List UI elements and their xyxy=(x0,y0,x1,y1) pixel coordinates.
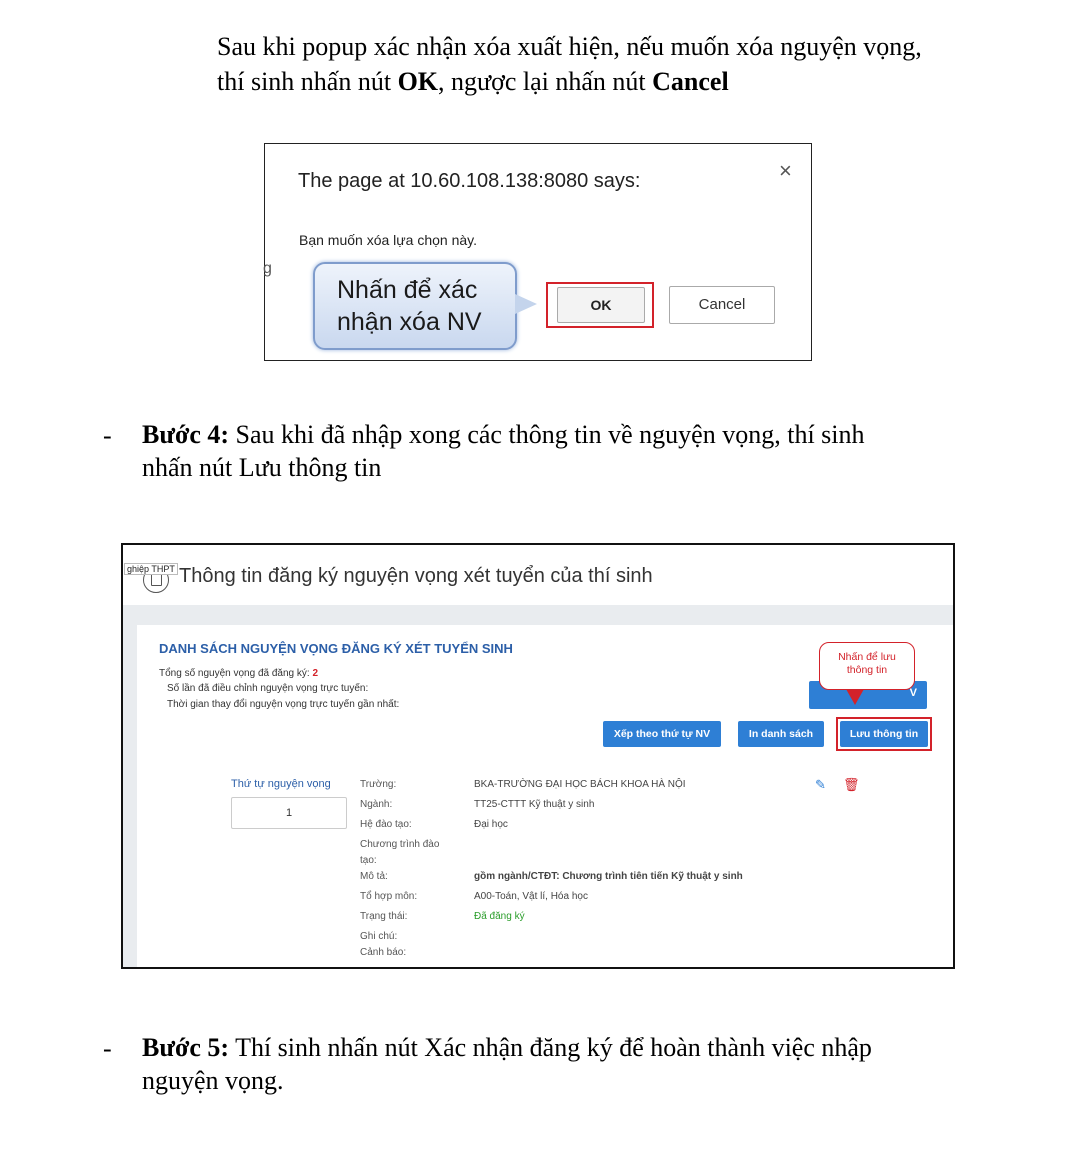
delete-icon[interactable]: 🗑 xyxy=(843,777,860,792)
description-value: gồm ngành/CTĐT: Chương trình tiên tiến Kỹ thuật y sinh xyxy=(474,871,743,882)
step5-text: Thí sinh nhấn nút Xác nhận đăng ký để hoàn thành việc nhập xyxy=(229,1033,872,1062)
step4-text: Sau khi đã nhập xong các thông tin về nguyện vọng, thí sinh xyxy=(229,420,865,449)
callout-text xyxy=(337,274,482,338)
hidden-button-tail: V xyxy=(909,687,917,699)
program-label-cont: tạo: xyxy=(360,855,377,866)
program-label: Chương trình đào xyxy=(360,839,440,850)
callout-line-2: nhận xóa NV xyxy=(337,308,482,336)
breadcrumb-tag: ghiệp THPT xyxy=(124,563,178,575)
major-value: TT25-CTTT Kỹ thuật y sinh xyxy=(474,799,595,810)
print-list-button[interactable]: In danh sách xyxy=(738,721,824,747)
status-value: Đã đăng ký xyxy=(474,911,525,922)
sort-button[interactable]: Xếp theo thứ tự NV xyxy=(603,721,721,747)
total-label: Tổng số nguyện vọng đã đăng ký: xyxy=(159,668,313,679)
ok-button[interactable]: OK xyxy=(557,287,645,323)
close-icon[interactable]: × xyxy=(779,158,792,183)
bubble-line-1: Nhấn để lưu xyxy=(838,651,896,663)
step5-dash: - xyxy=(103,1034,112,1063)
school-label: Trường: xyxy=(360,779,397,790)
time-line: Thời gian thay đổi nguyện vọng trực tuyến gần nhất: xyxy=(167,699,400,710)
callout-line-1: Nhấn để xác xyxy=(337,276,478,304)
subject-combo-label: Tổ hợp môn: xyxy=(360,891,418,902)
intro-text-mid: , ngược lại nhấn nút xyxy=(438,67,653,96)
stray-char: g xyxy=(263,260,272,277)
intro-text: thí sinh nhấn nút xyxy=(217,67,398,96)
total-line xyxy=(159,668,318,679)
description-label: Mô tả: xyxy=(360,871,388,882)
step4-line-2: nhấn nút Lưu thông tin xyxy=(142,453,382,482)
save-callout-bubble xyxy=(819,642,915,690)
step4-line-1 xyxy=(142,418,865,452)
status-label: Trạng thái: xyxy=(360,911,408,922)
adjust-line: Số lần đã điều chỉnh nguyện vọng trực tuyến: xyxy=(167,683,369,694)
order-input[interactable]: 1 xyxy=(231,797,347,829)
intro-ok-word: OK xyxy=(397,67,439,96)
step4-label: Bước 4: xyxy=(142,420,230,449)
confirm-dialog-screenshot xyxy=(264,143,812,361)
bubble-line-2: thông tin xyxy=(846,664,888,676)
order-header: Thứ tự nguyện vọng xyxy=(231,778,331,790)
callout-bubble xyxy=(313,262,517,350)
intro-line-2 xyxy=(217,65,729,99)
step5-line-2: nguyện vọng. xyxy=(142,1066,284,1095)
total-value: 2 xyxy=(312,668,319,679)
edit-icon[interactable]: ✎ xyxy=(815,777,826,792)
subject-combo-value: A00-Toán, Vật lí, Hóa học xyxy=(474,891,588,902)
training-type-value: Đại học xyxy=(474,819,508,830)
school-value: BKA-TRƯỜNG ĐẠI HỌC BÁCH KHOA HÀ NỘI xyxy=(474,779,686,790)
major-label: Ngành: xyxy=(360,799,393,810)
list-title: DANH SÁCH NGUYỆN VỌNG ĐĂNG KÝ XÉT TUYỂN SINH xyxy=(159,641,513,656)
save-button[interactable]: Lưu thông tin xyxy=(840,721,928,747)
step4-dash: - xyxy=(103,421,112,450)
warning-label: Cảnh báo: xyxy=(360,947,407,958)
save-callout-tail xyxy=(846,689,864,705)
registration-screenshot xyxy=(121,543,955,969)
intro-cancel-word: Cancel xyxy=(652,67,729,96)
page-title: Thông tin đăng ký nguyện vọng xét tuyển của thí sinh xyxy=(179,565,653,587)
training-type-label: Hệ đào tạo: xyxy=(360,819,412,830)
note-label: Ghi chú: xyxy=(360,931,398,942)
dialog-message: Bạn muốn xóa lựa chọn này. xyxy=(299,232,478,248)
header-band xyxy=(123,605,953,625)
side-band xyxy=(123,625,137,969)
cancel-button[interactable]: Cancel xyxy=(669,286,775,324)
step5-line-1 xyxy=(142,1031,872,1065)
intro-line-1: Sau khi popup xác nhận xóa xuất hiện, nếu muốn xóa nguyện vọng, xyxy=(217,32,922,61)
step5-label: Bước 5: xyxy=(142,1033,230,1062)
dialog-title: The page at 10.60.108.138:8080 says: xyxy=(298,170,641,192)
callout-tail xyxy=(515,294,537,314)
